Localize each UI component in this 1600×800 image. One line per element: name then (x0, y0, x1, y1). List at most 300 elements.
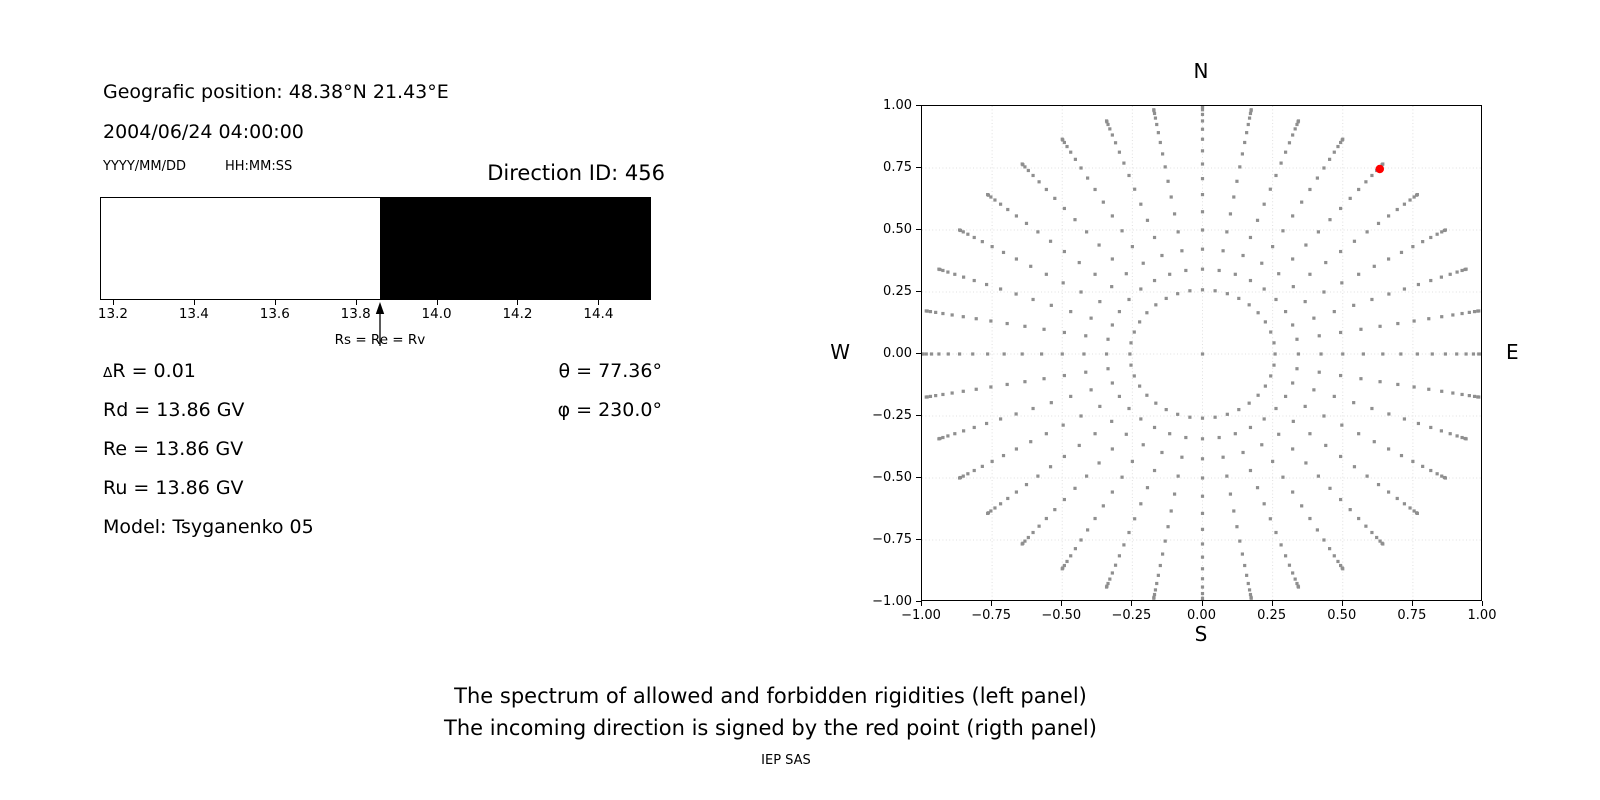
plot-x-tick (1202, 601, 1203, 606)
direction-grid-dot (1464, 268, 1467, 271)
direction-grid-dot (1180, 456, 1183, 459)
direction-grid-dot (951, 391, 954, 394)
direction-grid-dot (1069, 310, 1072, 313)
direction-grid-dot (1440, 390, 1443, 393)
direction-grid-dot (1468, 394, 1471, 397)
direction-grid-dot (1308, 273, 1311, 276)
direction-grid-dot (1480, 352, 1482, 355)
direction-grid-dot (1247, 123, 1250, 126)
direction-grid-dot (1322, 414, 1325, 417)
direction-grid-dot (1381, 352, 1384, 355)
direction-grid-dot (958, 228, 961, 231)
direction-grid-dot (1036, 475, 1039, 478)
direction-grid-dot (1153, 236, 1156, 239)
direction-grid-dot (1139, 287, 1142, 290)
direction-grid-dot (1031, 407, 1034, 410)
direction-grid-dot (1317, 230, 1320, 233)
direction-grid-dot (1429, 236, 1432, 239)
direction-grid-dot (1082, 352, 1085, 355)
direction-grid-dot (1291, 381, 1294, 384)
plot-y-tick (916, 415, 921, 416)
direction-grid-dot (1429, 279, 1432, 282)
direction-grid-dot (1029, 265, 1032, 268)
direction-grid-dot (1281, 476, 1284, 479)
direction-grid-dot (1333, 310, 1336, 313)
direction-grid-dot (951, 313, 954, 316)
direction-grid-dot (1241, 451, 1244, 454)
compass-label-south: S (1194, 622, 1208, 646)
direction-grid-dot (1284, 395, 1287, 398)
direction-grid-dot (1281, 229, 1284, 232)
direction-grid-dot (1295, 367, 1298, 370)
direction-grid-dot (1201, 149, 1204, 152)
direction-grid-dot (1111, 447, 1114, 450)
direction-grid-dot (1053, 197, 1056, 200)
direction-grid-dot (934, 311, 937, 314)
direction-grid-dot (1153, 469, 1156, 472)
plot-x-tick-label: 0.00 (1187, 608, 1216, 623)
direction-grid-dot (1166, 180, 1169, 183)
direction-grid-dot (1050, 401, 1053, 404)
spectrum-x-tick (275, 300, 276, 305)
direction-grid-dot (1125, 433, 1128, 436)
spectrum-x-tick-label: 14.4 (583, 306, 614, 322)
direction-grid-dot (1297, 352, 1300, 355)
direction-grid-dot (1444, 476, 1447, 479)
direction-grid-dot (1362, 352, 1365, 355)
direction-grid-dot (1129, 341, 1132, 344)
direction-grid-dot (962, 276, 965, 279)
direction-grid-dot (1304, 405, 1307, 408)
direction-grid-dot (962, 230, 965, 233)
direction-grid-dot (937, 268, 940, 271)
direction-grid-dot (1201, 577, 1204, 580)
direction-grid-dot (1108, 578, 1111, 581)
plot-x-tick-label: −0.50 (1041, 608, 1082, 623)
direction-grid-dot (1291, 214, 1294, 217)
direction-grid-dot (1269, 517, 1272, 520)
direction-grid-dot (1085, 475, 1088, 478)
plot-y-tick-label: 0.00 (883, 345, 912, 361)
direction-grid-dot (973, 469, 976, 472)
direction-grid-dot (1201, 113, 1204, 116)
direction-grid-dot (1291, 133, 1294, 136)
direction-grid-dot (1063, 374, 1066, 377)
spectrum-segment-forbidden (380, 198, 650, 299)
plot-y-tick-label: 0.50 (883, 221, 912, 237)
direction-grid-dot (999, 203, 1002, 206)
direction-grid-dot (1312, 317, 1315, 320)
direction-grid-dot (1029, 440, 1032, 443)
direction-grid-dot (1114, 564, 1117, 567)
direction-grid-dot (1084, 334, 1087, 337)
direction-grid-dot (1045, 517, 1048, 520)
direction-grid-dot (1263, 203, 1266, 206)
direction-grid-dot (1304, 243, 1307, 246)
direction-grid-dot (1063, 250, 1066, 253)
direction-grid-dot (1045, 188, 1048, 191)
direction-grid-dot (1086, 176, 1089, 179)
direction-grid-dot (937, 352, 940, 355)
direction-grid-dot (1444, 228, 1447, 231)
direction-grid-dot (1387, 257, 1390, 260)
direction-grid-dot (1339, 455, 1342, 458)
direction-grid-dot (1341, 138, 1344, 141)
plot-y-tick-label: 0.75 (883, 159, 912, 175)
direction-grid-dot (1188, 416, 1191, 419)
direction-grid-dot (941, 312, 944, 315)
direction-grid-dot (1015, 490, 1018, 493)
direction-grid-dot (1421, 240, 1424, 243)
direction-grid-dot (1245, 574, 1248, 577)
direction-grid-dot (1155, 123, 1158, 126)
caption-line-1: The spectrum of allowed and forbidden rigidities (left panel) (454, 684, 1087, 708)
direction-grid-dot (1146, 219, 1149, 222)
direction-grid-dot (1416, 193, 1419, 196)
direction-grid-dot (1279, 162, 1282, 165)
direction-grid-dot (1248, 402, 1251, 405)
direction-grid-dot (1201, 476, 1204, 479)
direction-grid-dot (1221, 249, 1224, 252)
direction-grid-dot (1086, 528, 1089, 531)
direction-grid-dot (1396, 497, 1399, 500)
direction-grid-dot (1235, 525, 1238, 528)
direction-grid-dot (1460, 393, 1463, 396)
direction-grid-dot (1408, 198, 1411, 201)
direction-grid-dot (1139, 203, 1142, 206)
direction-grid-dot (1111, 571, 1114, 574)
direction-grid-dot (1063, 455, 1066, 458)
direction-grid-dot (1274, 407, 1277, 410)
direction-grid-dot (1097, 243, 1100, 246)
direction-grid-dot (1359, 328, 1362, 331)
direction-grid-dot (1106, 338, 1109, 341)
direction-grid-dot (1042, 328, 1045, 331)
direction-grid-dot (1201, 597, 1204, 600)
direction-grid-dot (1248, 303, 1251, 306)
direction-grid-dot (1403, 203, 1406, 206)
direction-grid-dot (1245, 131, 1248, 134)
direction-id-text: Direction ID: 456 (487, 161, 665, 185)
direction-grid-dot (1133, 374, 1136, 377)
direction-grid-dot (941, 393, 944, 396)
direction-grid-dot (1118, 310, 1121, 313)
direction-grid-dot (1373, 265, 1376, 268)
direction-grid-dot (1249, 279, 1252, 282)
direction-grid-dot (1188, 289, 1191, 292)
direction-grid-dot (1145, 311, 1148, 314)
direction-grid-dot (958, 476, 961, 479)
direction-grid-dot (1090, 317, 1093, 320)
direction-grid-dot (1201, 528, 1204, 531)
direction-grid-dot (1477, 309, 1480, 312)
direction-grid-dot (1440, 230, 1443, 233)
direction-grid-dot (1015, 447, 1018, 450)
direction-grid-dot (1322, 538, 1325, 541)
direction-grid-dot (1396, 322, 1399, 325)
direction-grid-dot (1111, 490, 1114, 493)
direction-grid-dot (1154, 402, 1157, 405)
direction-grid-dot (1400, 251, 1403, 254)
direction-grid-dot (1387, 490, 1390, 493)
direction-grid-dot (1349, 508, 1352, 511)
direction-grid-dot (1284, 554, 1287, 557)
direction-grid-dot (1353, 465, 1356, 468)
direction-grid-dot (1201, 542, 1204, 545)
direction-grid-dot (986, 352, 989, 355)
direction-grid-dot (962, 429, 965, 432)
spectrum-x-tick (598, 300, 599, 305)
direction-grid-dot (1339, 207, 1342, 210)
direction-grid-dot (958, 352, 961, 355)
direction-grid-dot (1417, 422, 1420, 425)
param-rd: Rd = 13.86 GV (103, 399, 245, 421)
plot-x-tick (1412, 601, 1413, 606)
direction-grid-dot (1152, 108, 1155, 111)
direction-grid-dot (1328, 547, 1331, 550)
direction-grid-dot (973, 426, 976, 429)
direction-grid-dot (1108, 127, 1111, 130)
direction-grid-dot (1002, 454, 1005, 457)
direction-grid-dot (1138, 384, 1141, 387)
direction-grid-dot (1269, 374, 1272, 377)
direction-grid-dot (1291, 571, 1294, 574)
direction-grid-dot (1105, 119, 1108, 122)
direction-grid-dot (1170, 509, 1173, 512)
compass-label-north: N (1193, 59, 1209, 83)
spectrum-x-tick (194, 300, 195, 305)
direction-grid-dot (1006, 322, 1009, 325)
direction-grid-dot (1155, 582, 1158, 585)
direction-grid-dot (1396, 208, 1399, 211)
direction-grid-dot (1153, 279, 1156, 282)
direction-grid-dot (1229, 492, 1232, 495)
direction-grid-dot (1235, 180, 1238, 183)
plot-y-tick-label: −0.25 (872, 407, 912, 423)
direction-grid-dot (1427, 388, 1430, 391)
direction-grid-dot (1377, 222, 1380, 225)
direction-grid-dot (1328, 158, 1331, 161)
direction-grid-dot (1053, 508, 1056, 511)
direction-grid-dot (1292, 420, 1295, 423)
direction-grid-dot (1214, 289, 1217, 292)
direction-grid-dot (1364, 180, 1367, 183)
direction-grid-dot (981, 465, 984, 468)
direction-grid-dot (930, 352, 933, 355)
direction-grid-dot (947, 352, 950, 355)
direction-grid-dot (1473, 395, 1476, 398)
direction-grid-dot (1201, 210, 1204, 213)
direction-grid-dot (975, 388, 978, 391)
direction-grid-dot (1201, 105, 1204, 108)
direction-grid-dot (1105, 585, 1108, 588)
direction-grid-dot (1142, 262, 1145, 265)
direction-grid-dot (1153, 112, 1156, 115)
direction-grid-dot (1243, 564, 1246, 567)
direction-grid-dot (1238, 165, 1241, 168)
direction-grid-dot (1284, 151, 1287, 154)
direction-grid-dot (1021, 542, 1024, 545)
direction-grid-dot (1464, 437, 1467, 440)
direction-grid-dot (973, 236, 976, 239)
direction-grid-dot (1111, 381, 1114, 384)
spectrum-x-tick-label: 13.2 (97, 306, 128, 322)
direction-grid-dot (1074, 547, 1077, 550)
direction-grid-dot (1201, 288, 1204, 291)
spectrum-x-tick-label: 13.8 (340, 306, 371, 322)
direction-grid-dot (1340, 281, 1343, 284)
direction-grid-dot (1061, 352, 1064, 355)
direction-grid-dot (1201, 177, 1204, 180)
direction-grid-dot (1226, 413, 1229, 416)
plot-x-tick (1272, 601, 1273, 606)
direction-grid-dot (1106, 367, 1109, 370)
plot-y-tick (916, 539, 921, 540)
direction-grid-dot (1341, 352, 1344, 355)
spectrum-x-tick (113, 300, 114, 305)
direction-plot (921, 105, 1482, 601)
direction-grid-dot (1073, 218, 1076, 221)
direction-grid-dot (1243, 141, 1246, 144)
direction-grid-dot (921, 352, 924, 355)
direction-grid-dot (1025, 483, 1028, 486)
plot-y-tick (916, 601, 921, 602)
direction-grid-dot (986, 512, 989, 515)
direction-grid-dot (1241, 552, 1244, 555)
direction-grid-dot (937, 437, 940, 440)
direction-grid-dot (1370, 407, 1373, 410)
direction-grid-dot (1063, 331, 1066, 334)
direction-grid-dot (1357, 432, 1360, 435)
direction-grid-dot (929, 310, 932, 313)
direction-grid-dot (962, 315, 965, 318)
plot-y-tick (916, 229, 921, 230)
direction-grid-dot (1063, 207, 1066, 210)
direction-grid-dot (1065, 145, 1068, 148)
direction-grid-dot (1154, 588, 1157, 591)
param-phi: φ = 230.0° (557, 399, 662, 421)
direction-grid-dot (1027, 536, 1030, 539)
plot-x-tick-label: 1.00 (1467, 608, 1497, 623)
direction-grid-dot (981, 240, 984, 243)
direction-grid-dot (1328, 218, 1331, 221)
direction-grid-dot (1300, 201, 1303, 204)
direction-grid-dot (1455, 352, 1458, 355)
direction-grid-dot (1201, 592, 1204, 595)
direction-grid-dot (966, 233, 969, 236)
direction-grid-dot (1142, 443, 1145, 446)
direction-grid-dot (1021, 162, 1024, 165)
direction-grid-dot (1036, 230, 1039, 233)
plot-y-tick (916, 291, 921, 292)
direction-grid-dot (1237, 408, 1240, 411)
direction-grid-dot (1201, 108, 1204, 111)
direction-grid-dot (1090, 388, 1093, 391)
arrow-label: Rs = Re = Rv (334, 332, 426, 348)
direction-grid-dot (1021, 352, 1024, 355)
direction-grid-dot (1127, 531, 1130, 534)
direction-grid-dot (1201, 138, 1204, 141)
direction-grid-dot (1201, 119, 1204, 122)
direction-grid-dot (1274, 531, 1277, 534)
direction-grid-dot (1214, 416, 1217, 419)
direction-grid-dot (1232, 509, 1235, 512)
direction-grid-dot (1295, 338, 1298, 341)
spectrum-x-tick (437, 300, 438, 305)
direction-grid-dot (1201, 162, 1204, 165)
direction-grid-dot (1352, 401, 1355, 404)
direction-grid-dot (1387, 447, 1390, 450)
direction-grid-dot (1003, 352, 1006, 355)
direction-grid-dot (1006, 383, 1009, 386)
direction-grid-dot (1421, 465, 1424, 468)
rigidity-spectrum-strip (100, 197, 651, 300)
spectrum-x-tick-label: 13.6 (259, 306, 290, 322)
direction-grid-dot (1472, 352, 1475, 355)
direction-grid-dot (1184, 436, 1187, 439)
plot-x-tick-label: 0.75 (1397, 608, 1427, 623)
direction-grid-dot (1045, 432, 1048, 435)
direction-grid-dot (985, 422, 988, 425)
direction-grid-dot (1241, 152, 1244, 155)
direction-grid-dot (1481, 352, 1482, 355)
direction-grid-dot (1339, 250, 1342, 253)
spectrum-x-tick-label: 14.0 (421, 306, 452, 322)
direction-grid-dot (1413, 319, 1416, 322)
spectrum-segment-allowed (101, 198, 380, 299)
direction-grid-dot (941, 269, 944, 272)
direction-grid-dot (1477, 352, 1480, 355)
direction-grid-dot (1165, 408, 1168, 411)
direction-grid-dot (1127, 407, 1130, 410)
direction-grid-dot (1449, 273, 1452, 276)
direction-grid-dot (1333, 151, 1336, 154)
direction-grid-dot (1069, 395, 1072, 398)
direction-grid-dot (1079, 538, 1082, 541)
direction-grid-dot (1073, 487, 1076, 490)
direction-grid-dot (1131, 245, 1134, 248)
plot-y-tick-label: 0.25 (883, 283, 912, 299)
direction-grid-dot (971, 352, 974, 355)
plot-y-tick-label: −0.75 (872, 531, 912, 547)
plot-x-tick-label: 0.25 (1257, 608, 1287, 623)
direction-grid-dot (1138, 320, 1141, 323)
direction-grid-dot (1250, 597, 1253, 600)
direction-grid-dot (1164, 539, 1167, 542)
direction-grid-dot (1232, 195, 1235, 198)
direction-grid-dot (1159, 141, 1162, 144)
direction-grid-dot (925, 395, 928, 398)
direction-grid-dot (1176, 413, 1179, 416)
direction-grid-dot (1263, 417, 1266, 420)
direction-grid-dot (1120, 476, 1123, 479)
direction-grid-dot (1201, 248, 1204, 251)
direction-grid-dot (1272, 341, 1275, 344)
param-model: Model: Tsyganenko 05 (103, 516, 314, 538)
direction-grid-dot (1023, 380, 1026, 383)
direction-grid-dot (1408, 506, 1411, 509)
direction-grid-dot (1050, 304, 1053, 307)
direction-grid-dot (1110, 420, 1113, 423)
direction-grid-dot (1316, 176, 1319, 179)
direction-grid-dot (1241, 254, 1244, 257)
direction-grid-dot (1157, 131, 1160, 134)
direction-grid-dot (1319, 352, 1322, 355)
direction-grid-dot (1154, 303, 1157, 306)
direction-grid-dot (1122, 543, 1125, 546)
direction-grid-dot (1201, 457, 1204, 460)
direction-grid-dot (1042, 377, 1045, 380)
